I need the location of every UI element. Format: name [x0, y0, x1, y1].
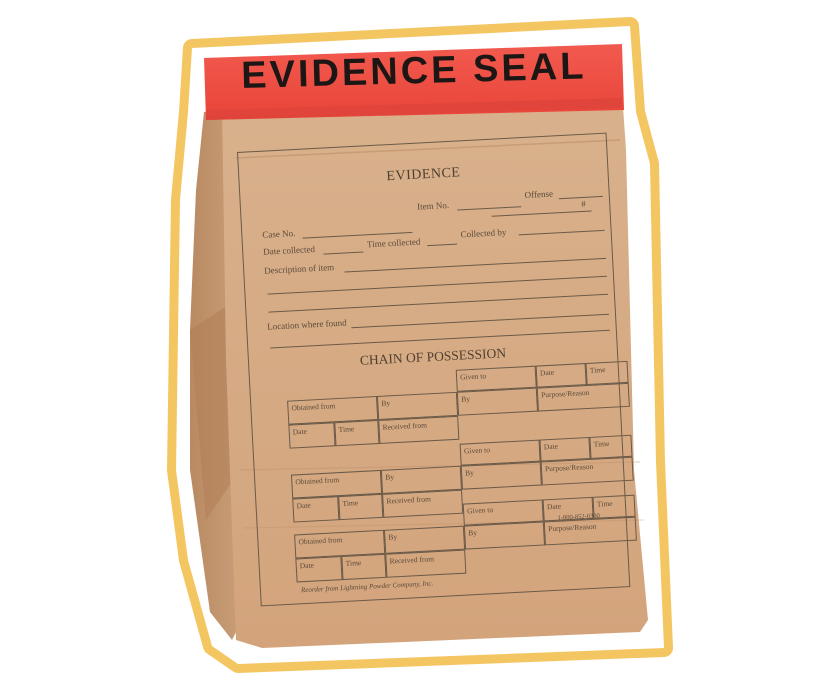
by-cell-2-b2	[461, 462, 542, 490]
description-line-3	[268, 294, 608, 313]
given-to-label-b3: Given to	[466, 505, 494, 516]
by-label-2-b2: By	[464, 468, 475, 478]
purpose-label-b3: Purpose/Reason	[547, 521, 597, 534]
given-to-label-b2: Given to	[463, 445, 491, 456]
phone-number: 1-800-852-0300	[557, 512, 600, 522]
obtained-from-label: Obtained from	[291, 401, 336, 413]
case-no-label: Case No.	[262, 228, 296, 240]
time-label: Time	[589, 365, 606, 375]
item-line-2	[492, 211, 592, 217]
date-cell-2	[288, 422, 335, 448]
collected-by-line	[519, 230, 605, 235]
date-cell	[536, 363, 587, 388]
date-label-2: Date	[292, 426, 308, 437]
date-label-2-b2: Date	[296, 500, 311, 511]
item-no-line	[457, 206, 521, 210]
evidence-form	[237, 133, 630, 607]
seal-text: EVIDENCE SEAL	[240, 44, 587, 97]
by-label-b2: By	[384, 472, 395, 482]
offense-label: Offense	[524, 188, 554, 200]
description-line-2	[267, 276, 607, 295]
by-cell-2-b3	[464, 521, 545, 549]
collected-by-label: Collected by	[460, 227, 507, 240]
by-label-2-b3: By	[468, 527, 478, 538]
date-label-b3: Date	[546, 501, 562, 512]
date-collected-label: Date collected	[262, 244, 316, 257]
time-label-b3: Time	[596, 498, 613, 509]
form-title: EVIDENCE	[386, 165, 461, 185]
by-label-b3: By	[388, 532, 398, 542]
evidence-seal-label	[206, 32, 622, 110]
hash-label: #	[580, 198, 586, 210]
time-label-2-b2: Time	[342, 498, 359, 508]
time-cell-2	[334, 420, 379, 446]
chain-of-possession-title: CHAIN OF POSSESSION	[359, 345, 507, 368]
description-line-1	[344, 258, 606, 273]
received-from-cell-b3	[385, 550, 466, 578]
time-label-2: Time	[338, 424, 355, 435]
date-label-2-b3: Date	[299, 560, 315, 571]
time-collected-label: Time collected	[366, 236, 421, 250]
date-cell-2-b3	[295, 556, 342, 582]
obtained-from-label-b3: Obtained from	[298, 535, 343, 547]
obtained-from-label-b2: Obtained from	[295, 475, 340, 487]
received-from-label-b2: Received from	[386, 494, 432, 506]
location-label: Location where found	[266, 317, 347, 332]
received-from-label: Received from	[382, 420, 428, 432]
by-label-2: By	[461, 394, 471, 404]
purpose-label: Purpose/Reason	[540, 387, 590, 400]
date-label-b2: Date	[543, 441, 559, 452]
time-cell-b2	[589, 435, 632, 459]
purpose-cell	[537, 383, 630, 412]
time-label-2-b3: Time	[345, 558, 362, 568]
by-cell-2	[457, 388, 538, 416]
given-to-label: Given to	[459, 371, 487, 382]
received-from-cell	[378, 416, 459, 444]
purpose-cell-b2	[541, 457, 634, 486]
time-cell-2-b3	[341, 554, 386, 580]
date-cell-b2	[539, 437, 590, 462]
reorder-note: Reorder from Lightning Powder Company, Inc.	[300, 579, 434, 595]
purpose-label-b2: Purpose/Reason	[544, 461, 594, 474]
time-label-b2: Time	[593, 438, 610, 449]
description-label: Description of item	[263, 262, 335, 276]
by-label: By	[381, 398, 391, 408]
chain-block-1	[286, 361, 621, 448]
time-cell	[586, 361, 629, 385]
date-label: Date	[539, 367, 555, 378]
received-from-label-b3: Received from	[389, 554, 435, 566]
item-no-label: Item No.	[416, 199, 450, 212]
time-collected-line	[427, 244, 457, 247]
location-line-1	[351, 314, 609, 329]
date-collected-line	[323, 252, 363, 255]
